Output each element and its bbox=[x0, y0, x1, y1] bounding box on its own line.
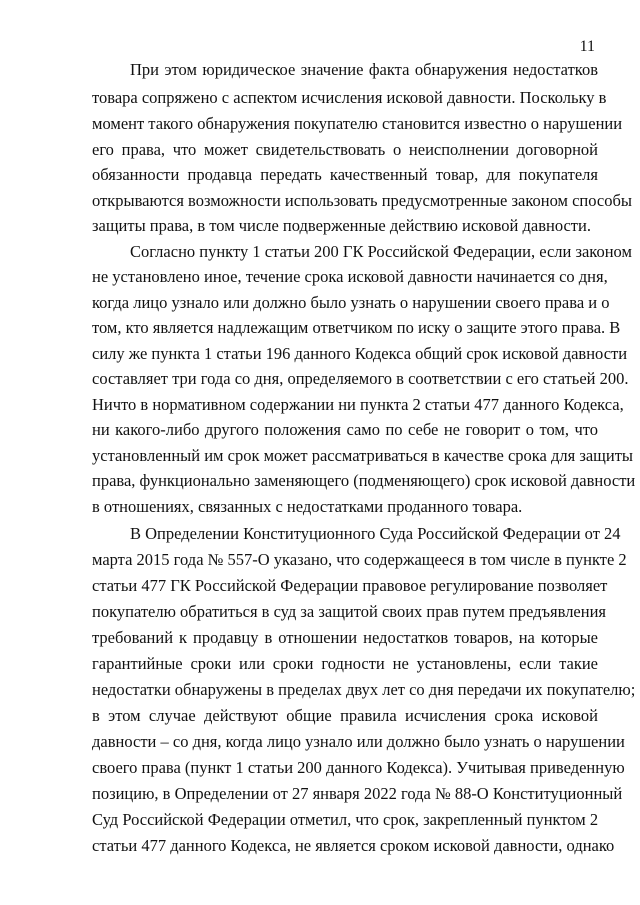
text-line: его права, что может свидетельствовать о неисполнении договорной bbox=[92, 140, 598, 159]
text-line: позицию, в Определении от 27 января 2022 года № 88-О Конституционный bbox=[92, 784, 623, 803]
text-line: права, функционально заменяющего (подменяющего) срок исковой давности bbox=[92, 471, 636, 490]
text-line: ни какого-либо другого положения само по себе не говорит о том, что bbox=[92, 420, 598, 439]
text-line: момент такого обнаружения покупателю становится известно о нарушении bbox=[92, 114, 623, 133]
text-line: в этом случае действуют общие правила исчисления срока исковой bbox=[92, 706, 598, 725]
text-line: В Определении Конституционного Суда Российской Федерации от 24 bbox=[130, 524, 621, 543]
text-line: требований к продавцу в отношении недостатков товаров, на которые bbox=[92, 628, 598, 647]
page-number: 11 bbox=[579, 38, 595, 55]
text-line: когда лицо узнало или должно было узнать о нарушении своего права и о bbox=[92, 293, 610, 312]
text-line: открываются возможности использовать предусмотренные законом способы bbox=[92, 191, 632, 210]
text-line: давности – со дня, когда лицо узнало или должно было узнать о нарушении bbox=[92, 732, 625, 751]
text-line: в отношениях, связанных с недостатками проданного товара. bbox=[92, 497, 523, 516]
text-line: Согласно пункту 1 статьи 200 ГК Российской Федерации, если законом bbox=[130, 242, 632, 261]
text-line: Суд Российской Федерации отметил, что срок, закрепленный пунктом 2 bbox=[92, 810, 599, 829]
text-line: товара сопряжено с аспектом исчисления исковой давности. Поскольку в bbox=[92, 88, 607, 107]
text-line: обязанности продавца передать качественный товар, для покупателя bbox=[92, 165, 598, 184]
text-line: составляет три года со дня, определяемого в соответствии с его статьей 200. bbox=[92, 369, 629, 388]
text-line: гарантийные сроки или сроки годности не установлены, если такие bbox=[92, 654, 598, 673]
text-line: марта 2015 года № 557-О указано, что содержащееся в том числе в пункте 2 bbox=[92, 550, 627, 569]
text-line: статьи 477 ГК Российской Федерации правовое регулирование позволяет bbox=[92, 576, 608, 595]
text-line: защиты права, в том числе подверженные действию исковой давности. bbox=[92, 216, 591, 235]
text-line: Ничто в нормативном содержании ни пункта 2 статьи 477 данного Кодекса, bbox=[92, 395, 624, 414]
text-line: силу же пункта 1 статьи 196 данного Кодекса общий срок исковой давности bbox=[92, 344, 628, 363]
text-line: установленный им срок может рассматриваться в качестве срока для защиты bbox=[92, 446, 633, 465]
text-line: не установлено иное, течение срока исковой давности начинается со дня, bbox=[92, 267, 608, 286]
text-line: том, кто является надлежащим ответчиком по иску о защите этого права. В bbox=[92, 318, 621, 337]
text-line: статьи 477 данного Кодекса, не является сроком исковой давности, однако bbox=[92, 836, 615, 855]
text-line: При этом юридическое значение факта обнаружения недостатков bbox=[130, 60, 598, 79]
text-line: своего права (пункт 1 статьи 200 данного Кодекса). Учитывая приведенную bbox=[92, 758, 625, 777]
text-line: недостатки обнаружены в пределах двух лет со дня передачи их покупателю; bbox=[92, 680, 636, 699]
text-line: покупателю обратиться в суд за защитой своих прав путем предъявления bbox=[92, 602, 606, 621]
